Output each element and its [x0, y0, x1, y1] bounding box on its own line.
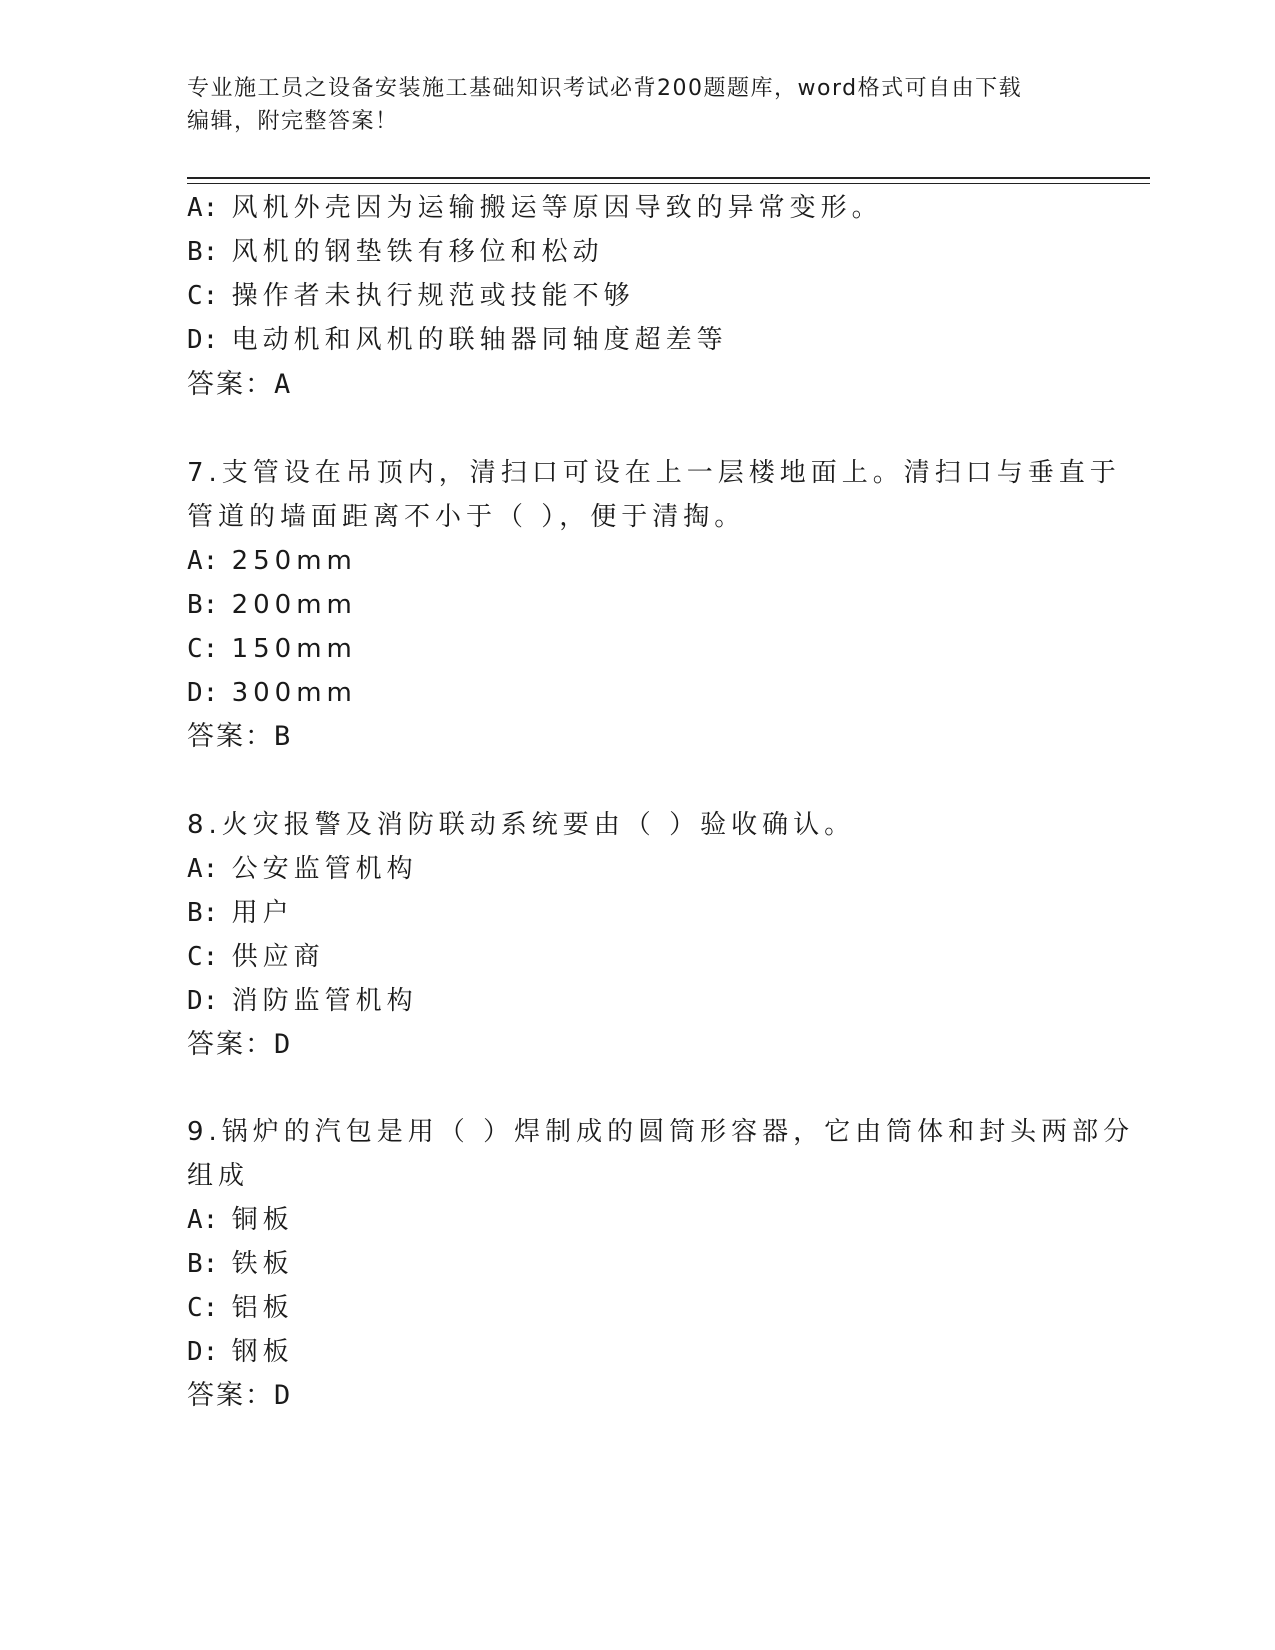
option-letter: B: — [187, 898, 219, 928]
option-letter: C: — [187, 1293, 219, 1323]
option-text: 供应商 — [231, 942, 325, 972]
question-stem-line-1: 8.火灾报警及消防联动系统要由（ ）验收确认。 — [187, 810, 856, 840]
header-divider-thin — [187, 183, 1150, 184]
option-text: 250mm — [231, 546, 357, 576]
answer-line — [187, 1028, 290, 1062]
question-stem-line-1: 7.支管设在吊顶内，清扫口可设在上一层楼地面上。清扫口与垂直于 — [187, 458, 1121, 488]
option-b — [187, 1247, 294, 1281]
answer-line — [187, 1379, 290, 1413]
option-letter: B: — [187, 590, 219, 620]
option-d — [187, 676, 357, 710]
option-text: 用户 — [231, 898, 294, 928]
option-d — [187, 1335, 294, 1369]
option-text: 操作者未执行规范或技能不够 — [231, 281, 635, 311]
question-stem-line-1: 9.锅炉的汽包是用（ ）焊制成的圆筒形容器，它由筒体和封头两部分 — [187, 1117, 1135, 1147]
option-b — [187, 896, 294, 930]
option-c — [187, 940, 325, 974]
option-letter: D: — [187, 1337, 219, 1367]
option-a — [187, 1203, 294, 1237]
answer-value: D — [274, 1380, 291, 1411]
option-text: 电动机和风机的联轴器同轴度超差等 — [231, 325, 728, 355]
option-letter: D: — [187, 986, 219, 1016]
option-text: 铜板 — [231, 1205, 294, 1235]
option-b — [187, 235, 604, 269]
option-text: 风机的钢垫铁有移位和松动 — [231, 237, 604, 267]
question-stem-line-2: 管道的墙面距离不小于（ ），便于清掏。 — [187, 502, 746, 532]
option-text: 铁板 — [231, 1249, 294, 1279]
answer-line — [187, 368, 290, 402]
option-letter: A: — [187, 854, 219, 884]
option-a — [187, 544, 357, 578]
option-letter: D: — [187, 678, 219, 708]
answer-value: A — [274, 369, 291, 400]
option-c — [187, 632, 357, 666]
option-letter: A: — [187, 193, 219, 223]
option-text: 钢板 — [231, 1337, 294, 1367]
option-letter: A: — [187, 546, 219, 576]
option-a — [187, 852, 418, 886]
option-d — [187, 984, 418, 1018]
option-c — [187, 279, 635, 313]
option-letter: B: — [187, 237, 219, 267]
answer-label: 答案： — [187, 1380, 274, 1411]
option-d — [187, 323, 728, 357]
document-header — [187, 72, 1087, 138]
option-letter: D: — [187, 325, 219, 355]
option-letter: A: — [187, 1205, 219, 1235]
option-text: 300mm — [231, 678, 357, 708]
option-text: 消防监管机构 — [231, 986, 418, 1016]
header-line-1: 专业施工员之设备安装施工基础知识考试必背200题题库，word格式可自由下载 — [187, 76, 1023, 101]
option-letter: B: — [187, 1249, 219, 1279]
option-text: 风机外壳因为运输搬运等原因导致的异常变形。 — [231, 193, 883, 223]
question-stem-line-2: 组成 — [187, 1161, 250, 1191]
option-letter: C: — [187, 281, 219, 311]
answer-label: 答案： — [187, 369, 274, 400]
option-text: 铝板 — [231, 1293, 294, 1323]
answer-line — [187, 720, 290, 754]
option-letter: C: — [187, 634, 219, 664]
option-b — [187, 588, 357, 622]
option-c — [187, 1291, 294, 1325]
answer-value: B — [274, 721, 291, 752]
header-line-2: 编辑，附完整答案！ — [187, 109, 399, 134]
option-text: 150mm — [231, 634, 357, 664]
option-text: 200mm — [231, 590, 357, 620]
option-a — [187, 191, 883, 225]
answer-value: D — [274, 1029, 291, 1060]
answer-label: 答案： — [187, 721, 274, 752]
header-divider-thick — [187, 177, 1150, 179]
answer-label: 答案： — [187, 1029, 274, 1060]
option-letter: C: — [187, 942, 219, 972]
option-text: 公安监管机构 — [231, 854, 418, 884]
